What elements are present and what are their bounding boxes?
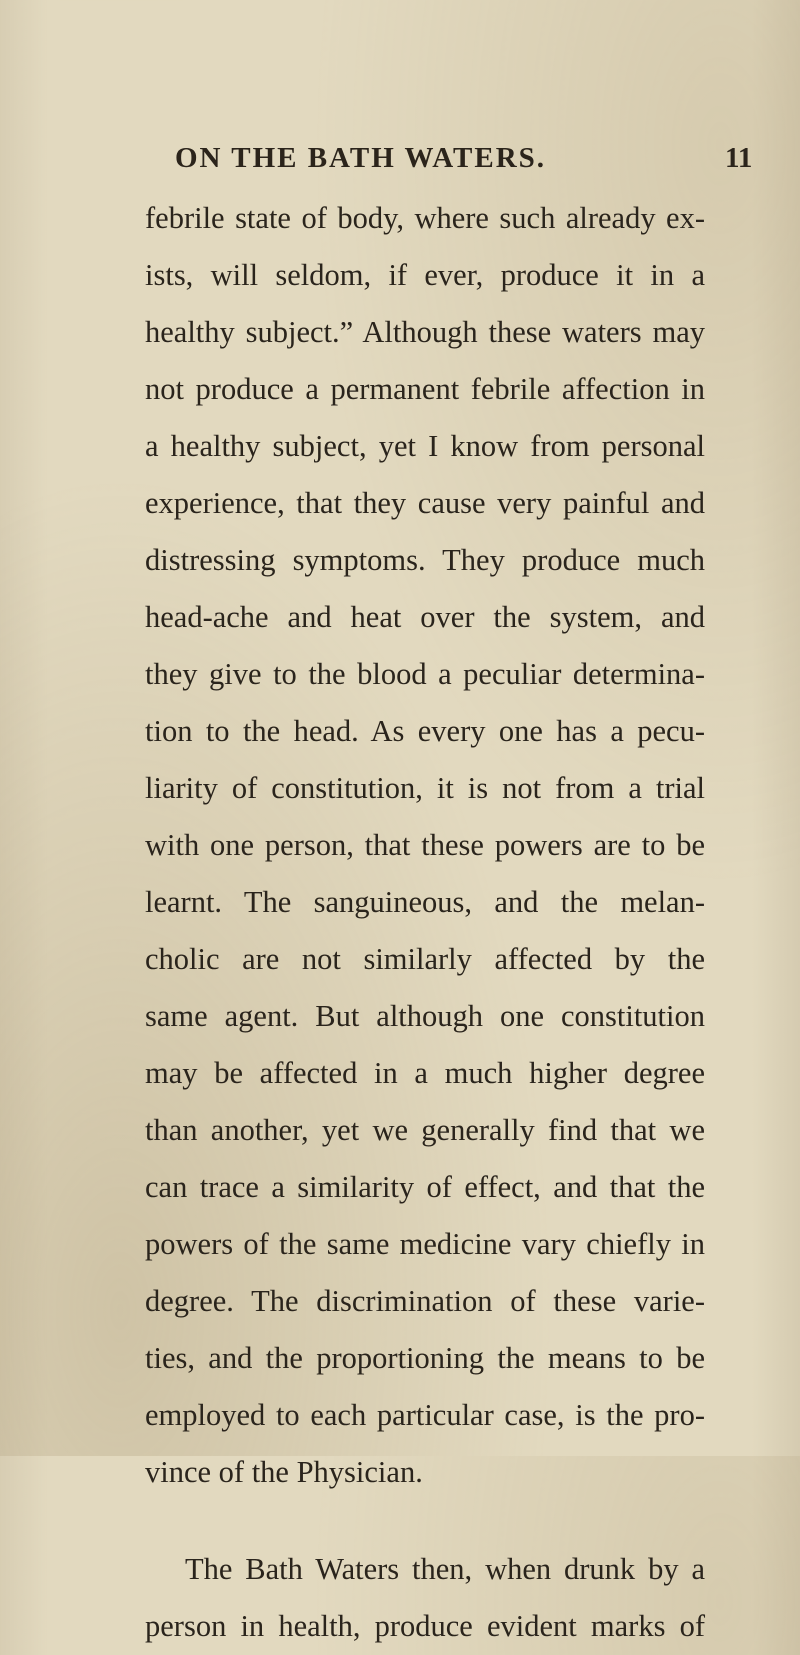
text-line: not produce a permanent febrile affection in [145, 372, 705, 406]
text-line: a healthy subject, yet I know from personal [145, 429, 705, 463]
text-line: The Bath Waters then, when drunk by a [185, 1552, 705, 1586]
text-line: person in health, produce evident marks of [145, 1609, 705, 1643]
text-line: than another, yet we generally find that we [145, 1113, 705, 1147]
text-line: can trace a similarity of effect, and that the [145, 1170, 705, 1204]
body-text [145, 190, 705, 1655]
text-line: febrile state of body, where such already ex- [145, 201, 705, 235]
text-line: distressing symptoms. They produce much [145, 543, 705, 577]
text-line: with one person, that these powers are to be [145, 828, 705, 862]
text-line: ties, and the proportioning the means to be [145, 1341, 705, 1375]
text-line: they give to the blood a peculiar determina- [145, 657, 705, 691]
text-line: learnt. The sanguineous, and the melan- [145, 885, 705, 919]
text-line: vince of the Physician. [145, 1455, 423, 1489]
running-head [0, 142, 800, 182]
text-line: powers of the same medicine vary chiefly in [145, 1227, 705, 1261]
running-title: ON THE BATH WATERS. [175, 142, 547, 174]
page-number: 11 [725, 142, 753, 174]
text-line: head-ache and heat over the system, and [145, 600, 705, 634]
paragraph-1 [145, 190, 705, 1501]
text-line: employed to each particular case, is the pro- [145, 1398, 705, 1432]
text-line: liarity of constitution, it is not from a trial [145, 771, 705, 805]
text-line: tion to the head. As every one has a pecu- [145, 714, 705, 748]
text-line: cholic are not similarly affected by the [145, 942, 705, 976]
text-line: ists, will seldom, if ever, produce it in a [145, 258, 705, 292]
paragraph-gap [145, 1501, 705, 1541]
text-line: same agent. But although one constitution [145, 999, 705, 1033]
text-line: experience, that they cause very painful and [145, 486, 705, 520]
text-line: degree. The discrimination of these varie- [145, 1284, 705, 1318]
paragraph-2 [145, 1541, 705, 1655]
text-line: may be affected in a much higher degree [145, 1056, 705, 1090]
text-line: healthy subject.” Although these waters may [145, 315, 705, 349]
